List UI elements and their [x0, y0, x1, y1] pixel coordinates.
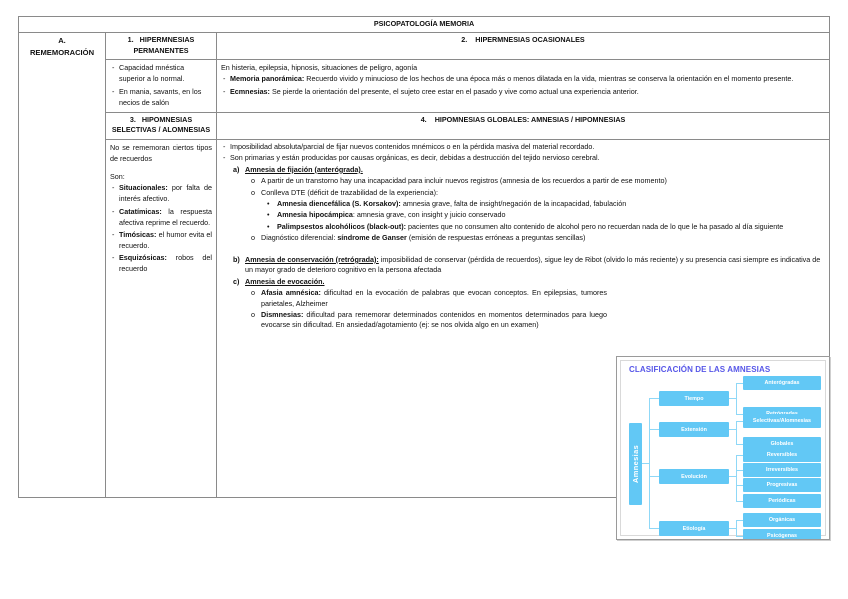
- document-title: PSICOPATOLOGÍA MEMORIA: [19, 17, 830, 33]
- list-item: [221, 188, 825, 198]
- diagram-node-root: Amnesias: [629, 423, 642, 505]
- circle-marker: o: [251, 233, 255, 243]
- list-item: [221, 199, 825, 209]
- list-item-term: Esquizósicas:: [119, 253, 167, 263]
- diagram-connector: [729, 528, 736, 529]
- hipermnesias-ocasionales-list: [221, 73, 825, 96]
- list-item-text: por falta de interés afectivo.: [119, 183, 212, 204]
- diagram-node-irreversibles: Irreversibles: [743, 463, 821, 477]
- diagram-connector: [736, 520, 737, 536]
- list-item-text: el humor evita el recuerdo.: [119, 229, 212, 251]
- hipomnesias-globales-list: [221, 142, 825, 331]
- header-4-number: 4.: [420, 114, 427, 124]
- list-item-term: Ecmnesias:: [230, 86, 270, 96]
- circle-marker: o: [251, 288, 255, 298]
- diagram-connector: [649, 398, 650, 528]
- list-item-text: pacientes que no consumen alto contenido de alcohol pero no recuerdan nada de lo que le ha pasado al día siguiente: [406, 221, 784, 231]
- list-item-text: En mania, savants, en los necios de salón: [119, 86, 202, 107]
- diagram-connector: [729, 429, 736, 430]
- letter-marker-a: a): [233, 164, 240, 174]
- list-item-term: Dismnesias:: [261, 309, 304, 319]
- list-item: [221, 310, 825, 331]
- hipomnesias-selectivas-son: Son:: [110, 172, 125, 182]
- cell-hipermnesias-permanentes: [106, 60, 217, 113]
- letter-marker-b: b): [233, 254, 240, 264]
- diagram-connector: [649, 398, 659, 399]
- list-item: [221, 210, 825, 220]
- list-item-text: Se pierde la orientación del presente, el sujeto cree estar en el pasado y vive como actual una experiencia anterior.: [269, 86, 639, 96]
- diag-post: (emisión de respuestas erróneas a preguntas sencillas): [406, 233, 586, 243]
- diagram-node-evolucion: Evolución: [659, 469, 729, 484]
- diagram-connector: [736, 383, 743, 384]
- list-item: [221, 142, 825, 152]
- diagram-node-selectivas-alomnesias: Selectivas/Alomnesias: [743, 414, 821, 428]
- header-hipomnesias-globales: [217, 112, 830, 139]
- diagram-connector: [736, 421, 737, 444]
- list-item-term: Memoria panorámica:: [230, 74, 305, 84]
- diag-pre: Diagnóstico diferencial:: [261, 233, 338, 243]
- bullet-marker: •: [267, 199, 270, 208]
- list-item: [221, 176, 825, 186]
- list-item-term: Afasia amnésica:: [261, 288, 321, 298]
- list-item-text: dificultad para rememorar determinados contenidos en momentos determinados para luego evocarse sin dificultad. En ansiedad/agotamiento (ej: se nos olvida algo en un examen): [261, 309, 607, 330]
- dash-marker: -: [112, 63, 115, 73]
- hipermnesias-ocasionales-intro: En histeria, epilepsia, hipnosis, situaciones de peligro, agonía: [221, 63, 418, 73]
- dash-marker: -: [223, 74, 226, 84]
- list-item-term: Situacionales:: [119, 183, 168, 193]
- dash-marker: -: [112, 206, 115, 216]
- list-item: [221, 73, 825, 84]
- header-hipermnesias-permanentes: [106, 33, 217, 60]
- diagram-title: CLASIFICACIÓN DE LAS AMNESIAS: [629, 365, 771, 374]
- list-item: [110, 182, 212, 204]
- amnesia-evocacion-heading: Amnesia de evocación.: [245, 276, 325, 286]
- diagram-node-psicogenas: Psicógenas: [743, 529, 821, 540]
- header-3-text: HIPOMNESIAS SELECTIVAS / ALOMNESIAS: [111, 114, 211, 135]
- dash-marker: -: [112, 86, 115, 96]
- diagram-connector: [729, 476, 736, 477]
- rememoracion-label-cell: [19, 33, 106, 497]
- dash-marker: -: [223, 153, 226, 163]
- list-item: [110, 252, 212, 274]
- list-item: [221, 153, 825, 163]
- list-item: [221, 86, 825, 97]
- list-item-term: Palimpsestos alcohólicos (black-out):: [277, 221, 407, 231]
- diagram-connector: [736, 444, 743, 445]
- list-item-term: Amnesia diencefálica (S. Korsakov):: [277, 199, 401, 208]
- cell-hipomnesias-selectivas: [106, 139, 217, 497]
- rememoracion-letter: A.: [58, 36, 66, 46]
- diagram-connector: [736, 470, 743, 471]
- list-item-text: Son primarias y están producidas por causas orgánicas, es decir, debidas a destrucción del tejido nervioso cerebral.: [230, 153, 600, 163]
- list-item: [110, 229, 212, 251]
- list-item-b: [221, 255, 825, 276]
- diagram-connector: [736, 455, 737, 501]
- diagram-connector: [736, 536, 743, 537]
- diagram-connector: [736, 383, 737, 414]
- list-item-text: la respuesta afectiva reprime el recuerdo.: [119, 206, 212, 227]
- list-item: [110, 62, 212, 84]
- spacer: [221, 245, 825, 254]
- diagram-connector: [649, 528, 659, 529]
- list-item-diagnostico-diferencial: [221, 233, 825, 243]
- dash-marker: -: [112, 183, 115, 193]
- list-item: [110, 206, 212, 228]
- diagram-inner-frame: [620, 360, 826, 539]
- diagram-node-reversibles: Reversibles: [743, 448, 821, 462]
- dash-marker: -: [223, 86, 226, 96]
- header-2-number: 2.: [461, 35, 468, 45]
- header-row-3-4: [19, 112, 830, 139]
- diagram-node-anterogradas: Anterógradas: [743, 376, 821, 390]
- circle-marker: o: [251, 176, 255, 186]
- list-item: [221, 288, 825, 309]
- bullet-marker: •: [267, 221, 270, 231]
- diagram-connector: [736, 485, 743, 486]
- diagram-connector: [649, 429, 659, 430]
- spacer: [110, 164, 212, 171]
- list-item-a: [221, 165, 825, 175]
- header-row-1-2: [19, 33, 830, 60]
- list-item-text: Conlleva DTE (déficit de trazabilidad de la experiencia):: [261, 187, 438, 197]
- diagram-connector: [736, 421, 743, 422]
- list-item-text: A partir de un transtorno hay una incapacidad para incluir nuevos registros (amnesia de los recuerdos a partir de ese momento): [261, 176, 667, 186]
- hipermnesias-permanentes-list: [110, 62, 212, 108]
- circle-marker: o: [251, 309, 255, 319]
- amnesias-classification-diagram: [616, 356, 830, 540]
- list-item-text: Recuerdo vivido y minucioso de los hechos de una época más o menos dilatada en la vida, mientras se conserva la orientación en el momento presente.: [304, 74, 794, 84]
- dash-marker: -: [223, 141, 226, 151]
- list-item-text: dificultad en la evocación de palabras que evocan conceptos. En epilepsias, tumores parietales, Alzheimer: [261, 288, 608, 308]
- list-item-text: Imposibilidad absoluta/parcial de fijar nuevos contenidos mnémicos o en la pérdida masiva del material recordado.: [230, 141, 595, 151]
- header-hipomnesias-selectivas: [106, 112, 217, 139]
- dash-marker: -: [112, 253, 115, 263]
- diagram-connector: [649, 476, 659, 477]
- list-item-text: robos del recuerdo: [119, 253, 212, 274]
- diagram-node-globales: Globales: [743, 437, 821, 451]
- header-hipermnesias-ocasionales: [217, 33, 830, 60]
- diagram-connector: [736, 455, 743, 456]
- list-item-text: : amnesia grave, con insight y juicio conservado: [352, 210, 506, 220]
- list-item-term: Amnesia hipocámpica: [277, 210, 353, 220]
- hipomnesias-selectivas-list: [110, 182, 212, 274]
- hipomnesias-selectivas-intro: No se rememoran ciertos tipos de recuerdos: [110, 142, 212, 163]
- hipomnesias-selectivas-content: [110, 142, 212, 275]
- circle-marker: o: [251, 187, 255, 197]
- list-item-term: Timósicas:: [119, 229, 157, 239]
- amnesia-conservacion-heading: Amnesia de conservación (retrógrada):: [245, 254, 379, 264]
- header-3-number: 3.: [129, 114, 136, 124]
- diagram-connector: [736, 520, 743, 521]
- cell-hipermnesias-ocasionales: [217, 60, 830, 113]
- diagram-node-extension: Extensión: [659, 422, 729, 437]
- diagram-node-periodicas: Periódicas: [743, 494, 821, 508]
- header-2-text: HIPERMNESIAS OCASIONALES: [475, 35, 585, 45]
- diagram-node-organicas: Orgánicas: [743, 513, 821, 527]
- rememoracion-name: REMEMORACIÓN: [29, 47, 95, 57]
- diag-term: síndrome de Ganser: [337, 233, 407, 243]
- amnesia-fijacion-heading: Amnesia de fijación (anterógrada).: [245, 164, 363, 174]
- bullet-marker: •: [267, 210, 270, 220]
- letter-marker-c: c): [233, 276, 240, 286]
- diagram-connector: [736, 501, 743, 502]
- list-item-term: Catatímicas:: [119, 206, 162, 216]
- dash-marker: -: [112, 229, 115, 239]
- amnesia-conservacion-text: imposibilidad de conservar (pérdida de recuerdos), sigue ley de Ribot (olvido lo más reciente) y su presencia casi siempre es indicativa de un mayor grado de deterioro cognitivo en la persona afectada: [245, 254, 821, 275]
- header-1-text: HIPERMNESIAS PERMANENTES: [133, 35, 195, 55]
- list-item-text: Capacidad mnéstica superior a lo normal.: [119, 63, 185, 84]
- list-item-text: amnesia grave, falta de insight/negación de la incapacidad, fabulación: [400, 199, 627, 208]
- diagram-connector: [736, 414, 743, 415]
- diagram-node-tiempo: Tiempo: [659, 391, 729, 406]
- header-4-text: HIPOMNESIAS GLOBALES: AMNESIAS / HIPOMNESIAS: [434, 114, 626, 124]
- diagram-node-etiologia: Etiología: [659, 521, 729, 536]
- diagram-connector: [729, 398, 736, 399]
- diagram-connector: [642, 463, 649, 464]
- list-item: [110, 86, 212, 108]
- diagram-node-progresivas: Progresivas: [743, 478, 821, 492]
- list-item-c: [221, 277, 825, 287]
- table-title-row: [19, 17, 830, 33]
- list-item: [221, 222, 825, 232]
- header-1-number: 1.: [127, 35, 134, 45]
- content-row-1-2: [19, 60, 830, 113]
